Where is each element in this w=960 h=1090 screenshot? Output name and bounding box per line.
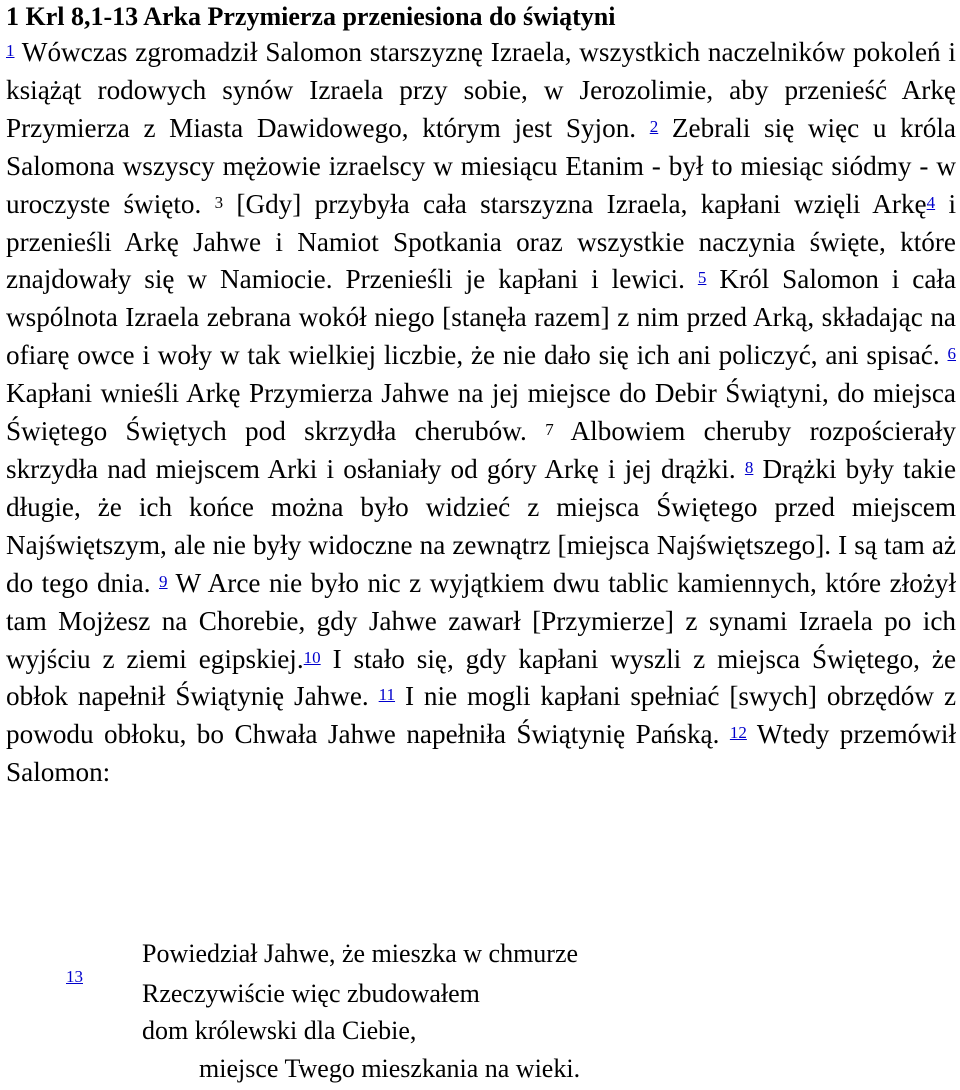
verse-number-1[interactable]: 1 [6, 41, 15, 60]
poem-line-1: Powiedział Jahwe, że mieszka w chmurze [142, 939, 579, 968]
poem-line-2: Rzeczywiście więc zbudowałem [142, 979, 480, 1008]
verse-number-13[interactable]: 13 [66, 967, 83, 986]
section-heading: 1 Krl 8,1-13 Arka Przymierza przeniesiona do świątyni [6, 2, 616, 31]
document [6, 0, 956, 792]
verse-number-3: 3 [214, 192, 224, 212]
verse-text-5: Król Salomon i cała wspólnota Izraela zebrana wokół niego [stanęła razem] z nim przed Arką, składając na ofiarę owce i woły w tak wielkiej liczbie, że nie dało się ich ani policzyć, ani spisać. [6, 264, 957, 371]
verse-text-10: I stało się, gdy kapłani wyszli z miejsca Świętego, że obłok napełnił Świątynię Jahwe. [6, 643, 957, 712]
verse-text-6: Kapłani wnieśli Arkę Przymierza Jahwe na jej miejsce do Debir Świątyni, do miejsca Świętego Świętych pod skrzydła cherubów. [6, 378, 956, 447]
verse-text-7: Albowiem cheruby rozpościerały skrzydła nad miejscem Arki i osłaniały od góry Arkę i jej drążki. [6, 416, 957, 484]
poem-line-4: miejsce Twego mieszkania na wieki. [199, 1054, 581, 1083]
verse-number-2[interactable]: 2 [649, 116, 659, 136]
verse-number-7: 7 [545, 420, 554, 440]
verse-text-1: Wówczas zgromadził Salomon starszyznę Izraela, wszystkich naczelników pokoleń i książąt rodowych synów Izraela przy sobie, w Jerozolimie, aby przenieść Arkę Przymierza z Miasta Dawidowego, którym jest Syjon. [6, 37, 956, 143]
verse-number-10[interactable]: 10 [303, 647, 321, 667]
verse-number-6[interactable]: 6 [947, 344, 957, 364]
poem-line-3: dom królewski dla Ciebie, [142, 1016, 417, 1045]
verse-number-8[interactable]: 8 [744, 457, 754, 477]
verse-number-4[interactable]: 4 [926, 192, 936, 212]
verse-number-5[interactable]: 5 [697, 268, 707, 288]
verse-text-12: Wtedy przemówił Salomon: [6, 719, 957, 788]
verse-number-11[interactable]: 11 [378, 685, 396, 705]
verse-text-9: W Arce nie było nic z wyjątkiem dwu tablic kamiennych, które złożył tam Mojżesz na Chorebie, gdy Jahwe zawarł [Przymierze] z synami Izraela po ich wyjściu z ziemi egipskiej. [6, 567, 956, 674]
verse-number-12[interactable]: 12 [729, 723, 747, 743]
verse-text-2: Zebrali się więc u króla Salomona wszyscy mężowie izraelscy w miesiącu Etanim - był to miesiąc siódmy - w uroczyste święto. [6, 112, 956, 219]
verse-text-3: [Gdy] przybyła cała starszyzna Izraela, kapłani wzięli Arkę [236, 188, 927, 219]
passage-text [6, 34, 956, 792]
verse-text-4: i przenieśli Arkę Jahwe i Namiot Spotkania oraz wszystkie naczynia święte, które znajdowały się w Namiocie. Przenieśli je kapłani i lewici. [6, 188, 956, 295]
verse-text-8: Drążki były takie długie, że ich końce można było widzieć z miejsca Świętego przed miejscem Najświętszym, ale nie były widoczne na zewnątrz [miejsca Najświętszego]. I są tam aż do tego dnia. [6, 453, 957, 598]
verse-text-11: I nie mogli kapłani spełniać [swych] obrzędów z powodu obłoku, bo Chwała Jahwe napełniła Świątynię Pańską. [6, 681, 957, 750]
verse-number-9[interactable]: 9 [159, 571, 168, 591]
